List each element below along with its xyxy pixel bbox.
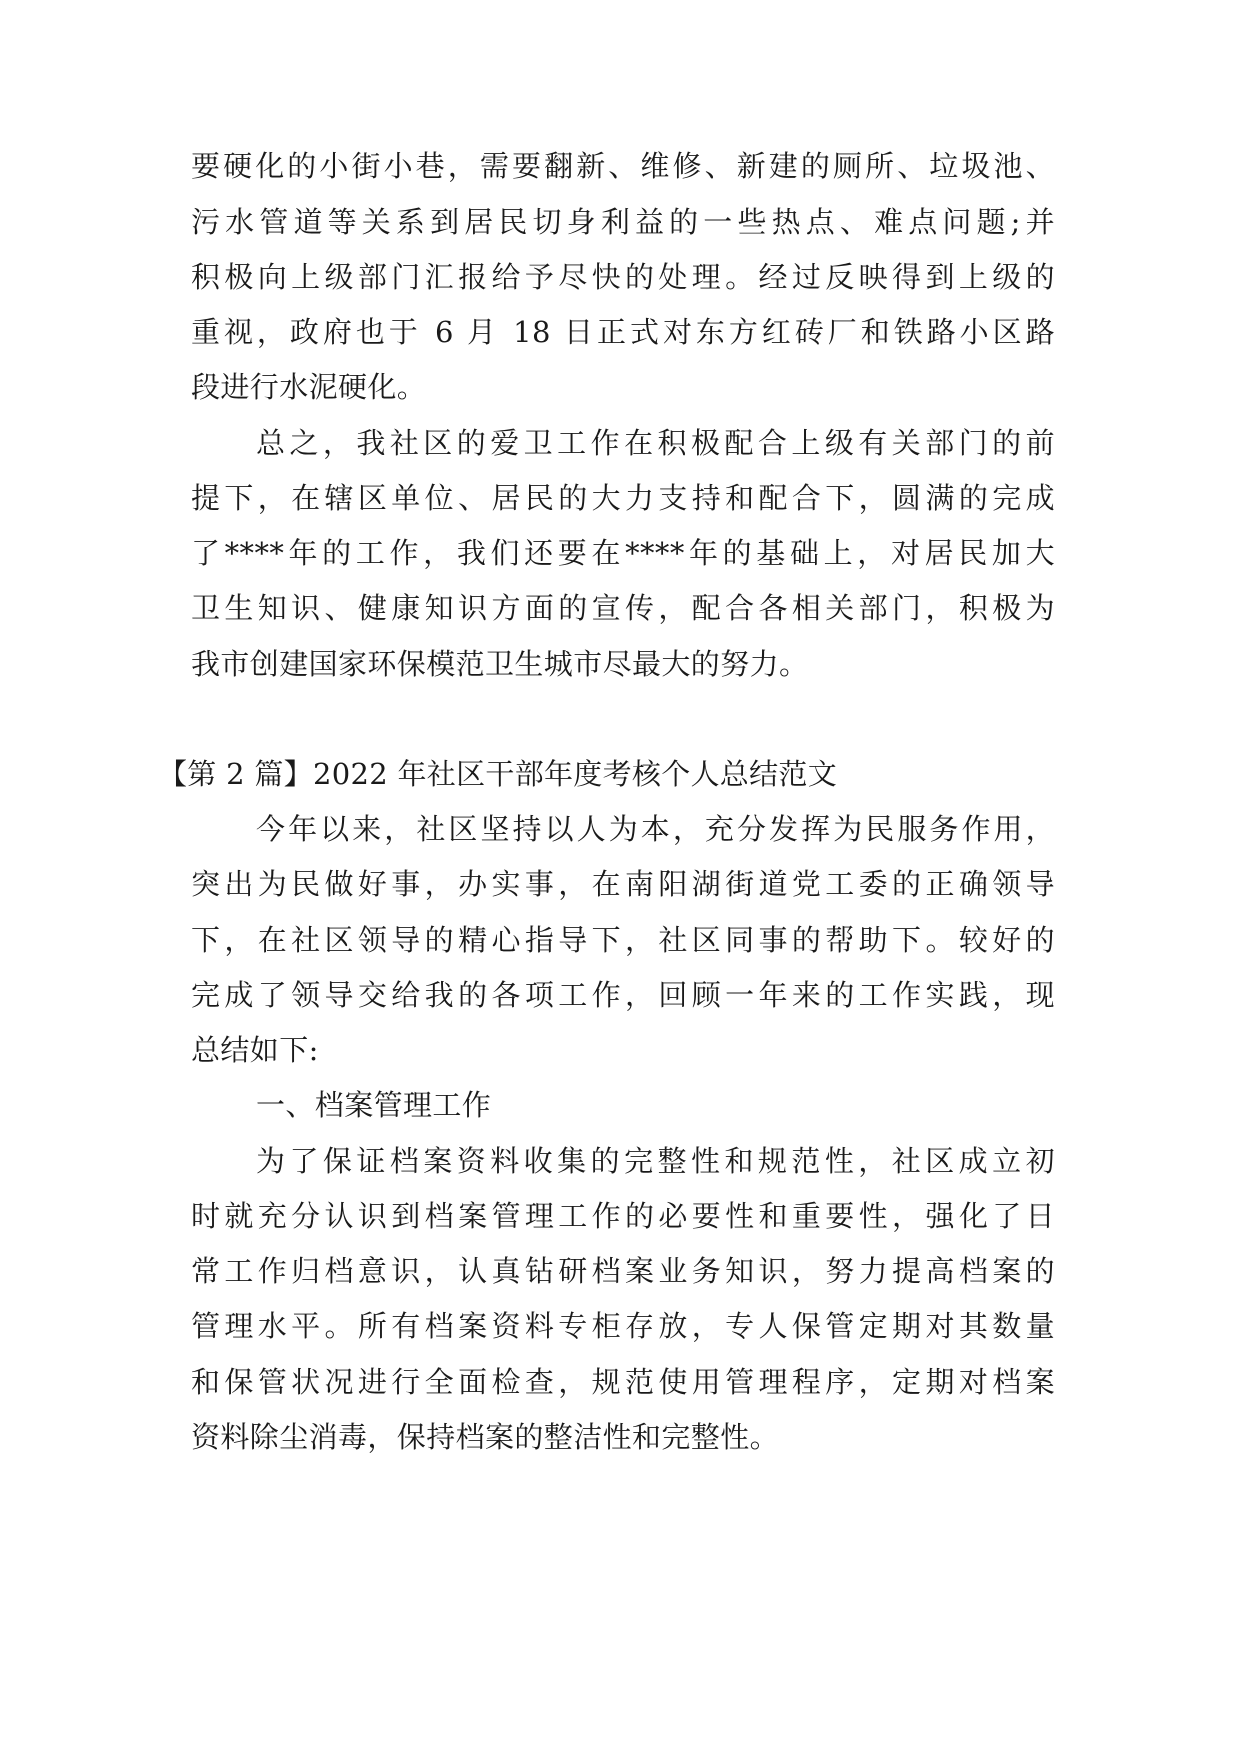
paragraph-line: 要硬化的小街小巷，需要翻新、维修、新建的厕所、垃圾池、 [191,149,1055,183]
paragraph-line: 污水管道等关系到居民切身利益的一些热点、难点问题;并 [191,205,1055,239]
paragraph-line: 积极向上级部门汇报给予尽快的处理。经过反映得到上级的 [191,260,1055,294]
paragraph-line: 今年以来，社区坚持以人为本，充分发挥为民服务作用， [256,812,1055,846]
paragraph-line: 资料除尘消毒，保持档案的整洁性和完整性。 [191,1420,780,1454]
article-title: 【第 2 篇】2022 年社区干部年度考核个人总结范文 [158,757,838,791]
paragraph-line: 段进行水泥硬化。 [191,370,427,404]
paragraph-line: 卫生知识、健康知识方面的宣传，配合各相关部门，积极为 [191,591,1055,625]
paragraph-line: 完成了领导交给我的各项工作，回顾一年来的工作实践，现 [191,978,1055,1012]
section-subheading: 一、档案管理工作 [256,1088,492,1122]
paragraph-line: 重视，政府也于 6 月 18 日正式对东方红砖厂和铁路小区路 [191,315,1055,349]
paragraph-line: 总结如下: [191,1033,319,1067]
paragraph-line: 为了保证档案资料收集的完整性和规范性，社区成立初 [256,1144,1055,1178]
paragraph-line: 下，在社区领导的精心指导下，社区同事的帮助下。较好的 [191,923,1055,957]
paragraph-line: 我市创建国家环保模范卫生城市尽最大的努力。 [191,647,809,681]
paragraph-line: 总之，我社区的爱卫工作在积极配合上级有关部门的前 [256,426,1055,460]
paragraph-line: 管理水平。所有档案资料专柜存放，专人保管定期对其数量 [191,1309,1055,1343]
paragraph-line: 常工作归档意识，认真钻研档案业务知识，努力提高档案的 [191,1254,1055,1288]
paragraph-line: 了****年的工作，我们还要在****年的基础上，对居民加大 [191,536,1055,570]
paragraph-line: 提下，在辖区单位、居民的大力支持和配合下，圆满的完成 [191,481,1055,515]
paragraph-line: 和保管状况进行全面检查，规范使用管理程序，定期对档案 [191,1365,1055,1399]
paragraph-line: 突出为民做好事，办实事，在南阳湖街道党工委的正确领导 [191,867,1055,901]
paragraph-line: 时就充分认识到档案管理工作的必要性和重要性，强化了日 [191,1199,1055,1233]
